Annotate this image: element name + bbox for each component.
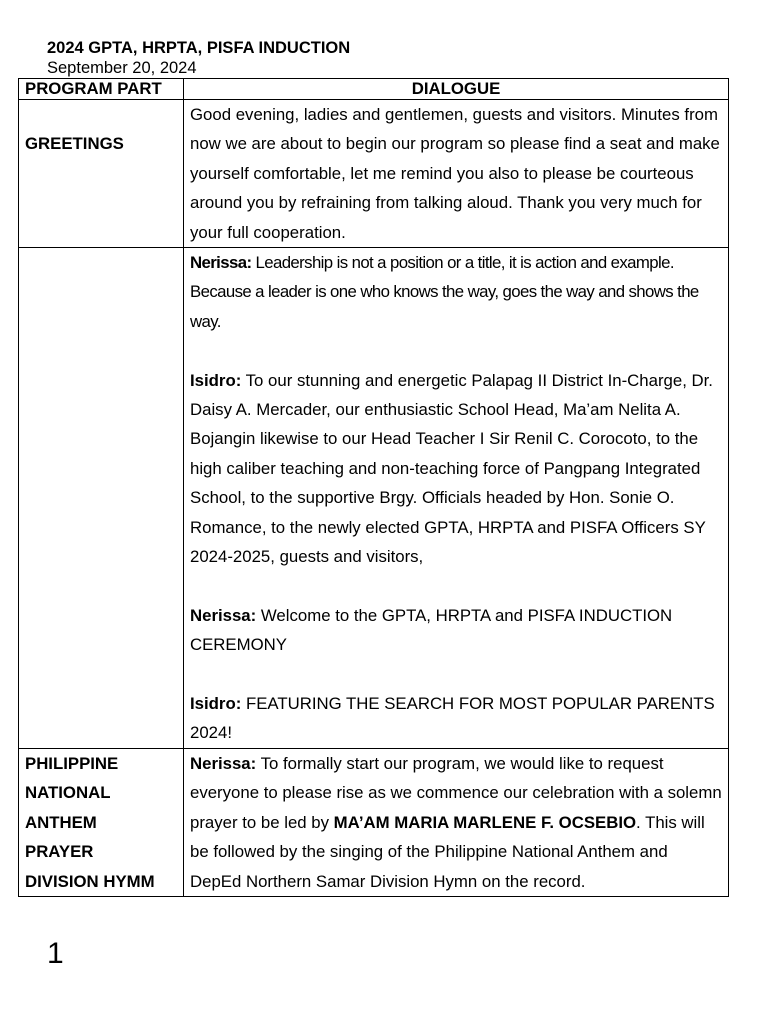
dialogue-line (190, 366, 722, 572)
page-number: 1 (47, 937, 64, 970)
spacer (190, 571, 722, 600)
dialogue-text: Welcome to the GPTA, HRPTA and PISFA INDUCTION CEREMONY (190, 605, 673, 655)
program-part-item: DIVISION HYMM (25, 871, 155, 891)
speaker-name: Isidro: (190, 370, 242, 390)
column-header-program-part: PROGRAM PART (19, 79, 184, 100)
dialogue-line (190, 689, 722, 748)
spacer (190, 660, 722, 689)
dialogue-line (190, 601, 722, 660)
prayer-leader-name: MA’AM MARIA MARLENE F. OCSEBIO (333, 812, 637, 832)
table-row-greetings (19, 100, 729, 248)
dialogue-text: FEATURING THE SEARCH FOR MOST POPULAR PARENTS 2024! (190, 694, 715, 743)
program-part-item: PRAYER (25, 842, 94, 862)
document-title: 2024 GPTA, HRPTA, PISFA INDUCTION (47, 39, 351, 57)
dialogue-anthem (184, 748, 729, 896)
dialogue-line (190, 248, 722, 336)
program-part-anthem (19, 748, 184, 896)
program-part-opening (19, 248, 184, 749)
speaker-name: Nerissa: (190, 605, 257, 625)
dialogue-opening (184, 248, 729, 749)
table-row-opening (19, 248, 729, 749)
program-part-item: ANTHEM (25, 812, 97, 832)
program-part-greetings: GREETINGS (19, 100, 184, 248)
dialogue-greetings: Good evening, ladies and gentlemen, guests and visitors. Minutes from now we are about to begin our program so please find a seat and make yourself comfortable, let me remind you also to please be courteous around you by refraining from talking aloud. Thank you very much for your full cooperation. (184, 100, 729, 248)
program-part-item: PHILIPPINE (25, 753, 119, 773)
spacer (190, 336, 722, 365)
document-date: September 20, 2024 (47, 59, 197, 77)
speaker-name: Nerissa: (190, 753, 257, 773)
table-header-row (19, 79, 729, 100)
program-table (18, 78, 729, 897)
dialogue-text: . This will be followed by the singing of the Philippine National Anthem and DepEd Northern Samar Division Hymn on the record. (190, 812, 705, 891)
speaker-name: Isidro: (190, 694, 242, 714)
dialogue-text: To formally start our program, we would like to request everyone to please rise as we commence our celebration with a solemn prayer to be led by (190, 753, 722, 832)
column-header-dialogue: DIALOGUE (184, 79, 729, 100)
table-row-anthem (19, 748, 729, 896)
program-part-item: NATIONAL (25, 783, 111, 803)
dialogue-text: Leadership is not a position or a title, it is action and example. Because a leader is one who knows the way, goes the way and shows the way. (190, 253, 699, 331)
dialogue-text: To our stunning and energetic Palapag II District In-Charge, Dr. Daisy A. Mercader, our enthusiastic School Head, Ma’am Nelita A. Bojangin likewise to our Head Teacher I Sir Renil C. Corocoto, to the high caliber teaching and non-teaching force of Pangpang Integrated School, to the supportive Brgy. Officials headed by Hon. Sonie O. Romance, to the newly elected GPTA, HRPTA and PISFA Officers SY 2024-2025, guests and visitors, (190, 370, 713, 567)
speaker-name: Nerissa: (190, 253, 252, 273)
